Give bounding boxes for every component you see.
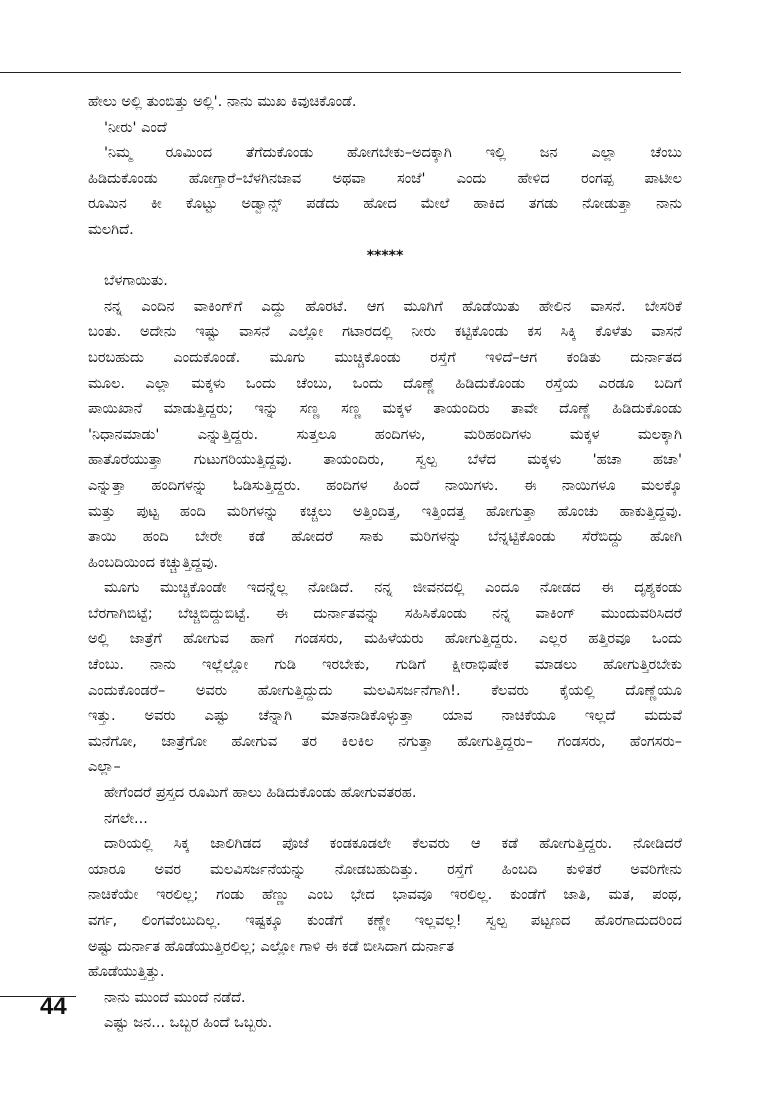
- text-line: ಬೆಳಗಾಯಿತು.: [104, 273, 168, 290]
- text-line: ರೂಮಿನ ಕೀ ಕೊಟ್ಟು ಅಡ್ವಾನ್ಸ್ ಪಡೆದು ಹೋದ ಮೇಲೆ ಹಾಕಿದ ತಗಡು ನೋಡುತ್ತಾ ನಾನು: [88, 196, 682, 213]
- paragraphs-before: [88, 90, 682, 244]
- text-line: ಅಲ್ಲಿ ಜಾತ್ರೆಗೆ ಹೋಗುವ ಹಾಗೆ ಗಂಡಸರು, ಮಹಿಳೆಯರು ಹೋಗುತ್ತಿದ್ದರು. ಎಲ್ಲರ ಹತ್ತಿರವೂ ಒಂದು: [88, 631, 682, 648]
- text-line: ಇತ್ತು. ಅವರು ಎಷ್ಟು ಚೆನ್ನಾಗಿ ಮಾತನಾಡಿಕೊಳ್ಳುತ್ತಾ ಯಾವ ನಾಚಿಕೆಯೂ ಇಲ್ಲದೆ ಮದುವೆ: [88, 708, 682, 725]
- text-line: ಮನೆಗೋ, ಜಾತ್ರೆಗೋ ಹೋಗುವ ತರ ಕಿಲಕಿಲ ನಗುತ್ತಾ ಹೋಗುತ್ತಿದ್ದರು– ಗಂಡಸರು, ಹೆಂಗಸರು–: [88, 733, 682, 750]
- text-line: ನಗಲೇ...: [104, 810, 148, 827]
- text-line: ಬಂತು. ಅದೇನು ಇಷ್ಟು ವಾಸನೆ ಎಲ್ಲೋ ಗಟಾರದಲ್ಲಿ ನೀರು ಕಟ್ಟಿಕೊಂಡು ಕಸ ಸಿಕ್ಕಿ ಕೊಳೆತು ವಾಸನೆ: [88, 324, 682, 341]
- text-line: ಹಿಡಿದುಕೊಂಡು ಹೋಗ್ತಾರೆ–ಬೆಳಗಿನಜಾವ ಅಥವಾ ಸಂಜೆ' ಎಂದು ಹೇಳಿದ ರಂಗಪ್ಪ ಪಾಟೀಲ: [88, 170, 682, 187]
- text-line: ದಾರಿಯಲ್ಲಿ ಸಿಕ್ಕ ಜಾಲಿಗಿಡದ ಪೊಜೆ ಕಂಡಕೂಡಲೇ ಕೆಲವರು ಆ ಕಡೆ ಹೋಗುತ್ತಿದ್ದರು. ನೋಡಿದರೆ: [104, 836, 682, 853]
- section-separator: *****: [366, 247, 404, 264]
- text-line: ಮತ್ತು ಪುಟ್ಟ ಹಂದಿ ಮರಿಗಳನ್ನು ಕಚ್ಚಲು ಅತ್ತಿಂದಿತ್ತ, ಇತ್ತಿಂದತ್ತ ಹೋಗುತ್ತಾ ಹೊಂಚು ಹಾಕುತ್ತಿದ್ದವು.: [88, 503, 682, 520]
- text-line: ಚೆಂಬು. ನಾನು ಇಲ್ಲೆಲ್ಲೋ ಗುಡಿ ಇರಬೇಕು, ಗುಡಿಗೆ ಕ್ಷೀರಾಭಿಷೇಕ ಮಾಡಲು ಹೋಗುತ್ತಿರಬೇಕು: [88, 657, 682, 674]
- text-line: ಹೊಡೆಯುತ್ತಿತ್ತು.: [88, 964, 165, 981]
- text-line: ವರ್ಗ, ಲಿಂಗವೆಂಬುದಿಲ್ಲ. ಇಷ್ಟಕ್ಕೂ ಕುಂಡೆಗೆ ಕಣ್ಣೇ ಇಲ್ಲವಲ್ಲ! ಸ್ವಲ್ಪ ಪಟ್ಟಣದ ಹೊರಗಾದುದರಿಂದ: [88, 913, 682, 929]
- text-line: ಬೆರಗಾಗಿಬಿಟ್ಟೆ; ಬೆಚ್ಚಿಬಿದ್ದುಬಿಟ್ಟೆ. ಈ ದುರ್ನಾತವನ್ನು ಸಹಿಸಿಕೊಂಡು ನನ್ನ ವಾಕಿಂಗ್ ಮುಂದುವರಿಸಿದರೆ: [88, 605, 682, 622]
- text-line: ಪಾಯಿಖಾನೆ ಮಾಡುತ್ತಿದ್ದರು; ಇನ್ನು ಸಣ್ಣ ಸಣ್ಣ ಮಕ್ಕಳ ತಾಯಂದಿರು ತಾವೇ ದೊಣ್ಣೆ ಹಿಡಿದುಕೊಂಡು: [88, 401, 682, 418]
- paragraphs-after: [88, 269, 682, 1037]
- text-line: 'ನಿಮ್ಮ ರೂಮಿಂದ ತೆಗೆದುಕೊಂಡು ಹೋಗಬೇಕು–ಅದಕ್ಕಾಗಿ ಇಲ್ಲಿ ಜನ ಎಲ್ಲಾ ಚೆಂಬು: [104, 145, 682, 162]
- text-line: ತಾಯಿ ಹಂದಿ ಬೇರೇ ಕಡೆ ಹೋದರೆ ಸಾಕು ಮರಿಗಳನ್ನು ಬೆನ್ನಟ್ಟಿಕೊಂಡು ಸೆರೆಬಿದ್ದು ಹೋಗಿ: [88, 529, 682, 546]
- text-line: ನನ್ನ ಎಂದಿನ ವಾಕಿಂಗ್‌ಗೆ ಎದ್ದು ಹೊರಟೆ. ಆಗ ಮೂಗಿಗೆ ಹೊಡೆಯಿತು ಹೇಲಿನ ವಾಸನೆ. ಬೇಸರಿಕೆ: [104, 298, 682, 315]
- text-line: 'ನಿಧಾನಮಾಡು' ಎನ್ನುತ್ತಿದ್ದರು. ಸುತ್ತಲೂ ಹಂದಿಗಳು, ಮರಿಹಂದಿಗಳು ಮಕ್ಕಳ ಮಲಕ್ಕಾಗಿ: [88, 426, 682, 443]
- text-line: ಹೇಗೆಂದರೆ ಪ್ರಸ್ತದ ರೂಮಿಗೆ ಹಾಲು ಹಿಡಿದುಕೊಂಡು ಹೋಗುವತರಹ.: [104, 785, 417, 802]
- text-line: ಎಂದುಕೊಂಡರೆ– ಅವರು ಹೋಗುತ್ತಿದ್ದುದು ಮಲವಿಸರ್ಜನೆಗಾಗಿ!. ಕೆಲವರು ಕೈಯಲ್ಲಿ ದೊಣ್ಣೆಯೂ: [88, 682, 682, 699]
- text-line: 'ನೀರು' ಎಂದೆ: [104, 119, 167, 136]
- text-line: ನಾನು ಮುಂದೆ ಮುಂದೆ ನಡೆದೆ.: [104, 989, 246, 1006]
- text-line: ಅಷ್ಟು ದುರ್ನಾತ ಹೊಡೆಯುತ್ತಿರಲಿಲ್ಲ; ಎಲ್ಲೋ ಗಾಳಿ ಈ ಕಡೆ ಬೀಸಿದಾಗ ದುರ್ನಾತ: [88, 938, 455, 955]
- body-text: [88, 90, 682, 1037]
- text-line: ಮೂಗು ಮುಚ್ಚಿಕೊಂಡೇ ಇದನ್ನೆಲ್ಲ ನೋಡಿದೆ. ನನ್ನ ಜೀವನದಲ್ಲಿ ಎಂದೂ ನೋಡದ ಈ ದೃಶ್ಯಕಂಡು: [104, 580, 682, 597]
- text-line: ಹಿಂಬದಿಯಿಂದ ಕಚ್ಚುತ್ತಿದ್ದವು.: [88, 554, 219, 571]
- text-line: ಹೇಲು ಅಲ್ಲಿ ತುಂಬಿತ್ತು ಅಲ್ಲಿ'. ನಾನು ಮುಖ ಕಿವುಚಿಕೊಂಡೆ.: [88, 94, 357, 110]
- text-line: ಬರಬಹುದು ಎಂದುಕೊಂಡೆ. ಮೂಗು ಮುಚ್ಚಿಕೊಂಡು ರಸ್ತೆಗೆ ಇಳಿದೆ–ಆಗ ಕಂಡಿತು ದುರ್ನಾತದ: [88, 349, 682, 366]
- text-line: ಎಲ್ಲಾ–: [88, 759, 121, 776]
- text-line: ಯಾರೂ ಅವರ ಮಲವಿಸರ್ಜನೆಯನ್ನು ನೋಡಬಹುದಿತ್ತು. ರಸ್ತೆಗೆ ಹಿಂಬದಿ ಕುಳಿತರೆ ಅವರಿಗೇನು: [88, 861, 682, 878]
- top-rule: [0, 72, 681, 73]
- text-line: ಮಲಗಿದೆ.: [88, 221, 134, 238]
- text-line: ನಾಚಿಕೆಯೇ ಇರಲಿಲ್ಲ; ಗಂಡು ಹೆಣ್ಣು ಎಂಬ ಭೇದ ಭಾವವೂ ಇರಲಿಲ್ಲ. ಕುಂಡೆಗೆ ಜಾತಿ, ಮತ, ಪಂಥ,: [88, 887, 682, 904]
- page-number: 44: [40, 993, 67, 1020]
- text-line: ಎನ್ನುತ್ತಾ ಹಂದಿಗಳನ್ನು ಓಡಿಸುತ್ತಿದ್ದರು. ಹಂದಿಗಳ ಹಿಂದೆ ನಾಯಿಗಳು. ಈ ನಾಯಿಗಳೂ ಮಲಕ್ಕೊ: [88, 477, 682, 494]
- text-line: ಮೂಲ. ಎಲ್ಲಾ ಮಕ್ಕಳು ಒಂದು ಚೆಂಬು, ಒಂದು ದೊಣ್ಣೆ ಹಿಡಿದುಕೊಂಡು ರಸ್ತೆಯ ಎರಡೂ ಬದಿಗೆ: [88, 375, 682, 392]
- text-line: ಹಾತೊರೆಯುತ್ತಾ ಗುಟುಗರಿಯುತ್ತಿದ್ದವು. ತಾಯಂದಿರು, ಸ್ವಲ್ಪ ಬೆಳೆದ ಮಕ್ಕಳು 'ಹಚಾ ಹಚಾ': [88, 452, 682, 469]
- text-line: ಎಷ್ಟು ಜನ... ಒಬ್ಬರ ಹಿಂದೆ ಒಬ್ಬರು.: [104, 1015, 273, 1032]
